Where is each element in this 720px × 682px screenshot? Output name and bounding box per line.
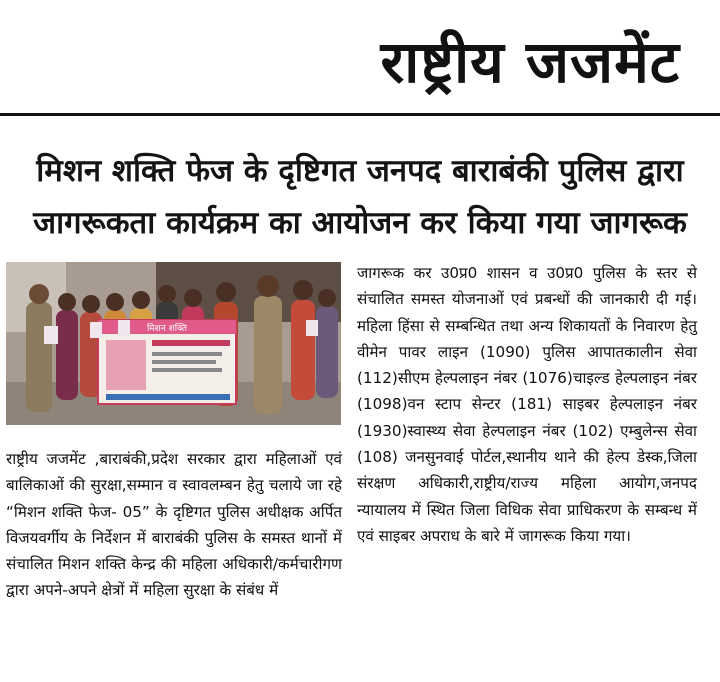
banner-title: मिशन शक्ति	[146, 324, 188, 334]
masthead-divider	[0, 113, 720, 116]
article-text-right: जागरूक कर उ0प्र0 शासन व उ0प्र0 पुलिस के स्तर से संचालित समस्त योजनाओं एवं प्रबन्धों की जानकारी दी गई। महिला हिंसा से सम्बन्धित तथा अन्य शिकायतों के निवारण हेतु वीमेन पावर लाइन (1090) पुलिस आपातकालीन सेवा (112)सीएम हेल्पलाइन नंबर (1076)चाइल्ड हेल्पलाइन नंबर (1098)वन स्टाप सेन्टर (181) साइबर हेल्पलाइन नंबर (1930)स्वास्थ्य सेवा हेल्पलाइन नंबर (102) एम्बुलेन्स सेवा (108) जनसुनवाई पोर्टल,स्थानीय थाने की हेल्प डेस्क,जिला संरक्षण अधिकारी,राष्ट्रीय/राज्य महिला आयोग,जनपद न्यायालय में स्थित जिला विधिक सेवा प्राधिकरण के सम्बन्ध में एवं साइबर अपराध के बारे में जागरूक किया गया।	[357, 264, 697, 545]
headline-line-2: जागरूकता कार्यक्रम का आयोजन कर किया गया जागरूक	[33, 205, 687, 241]
headline	[0, 145, 720, 249]
masthead-title: राष्ट्रीय जजमेंट	[380, 28, 680, 96]
photo-illustration	[6, 262, 341, 425]
news-photo	[6, 262, 341, 425]
article-text-left: राष्ट्रीय जजमेंट ,बाराबंकी,प्रदेश सरकार द्वारा महिलाओं एवं बालिकाओं की सुरक्षा,सम्मान व स्वावलम्बन हेतु चलाये जा रहे “मिशन शक्ति फेज- 05” के दृष्टिगत पुलिस अधीक्षक अर्पित विजयवर्गीय के निर्देशन में बाराबंकी पुलिस के समस्त थानों में संचालित मिशन शक्ति केन्द्र की महिला अधिकारी/कर्मचारीगण द्वारा अपने-अपने क्षेत्रों में महिला सुरक्षा के संबंध में	[6, 450, 342, 600]
headline-line-1: मिशन शक्ति फेज के दृष्टिगत जनपद बाराबंकी पुलिस द्वारा	[36, 153, 684, 189]
